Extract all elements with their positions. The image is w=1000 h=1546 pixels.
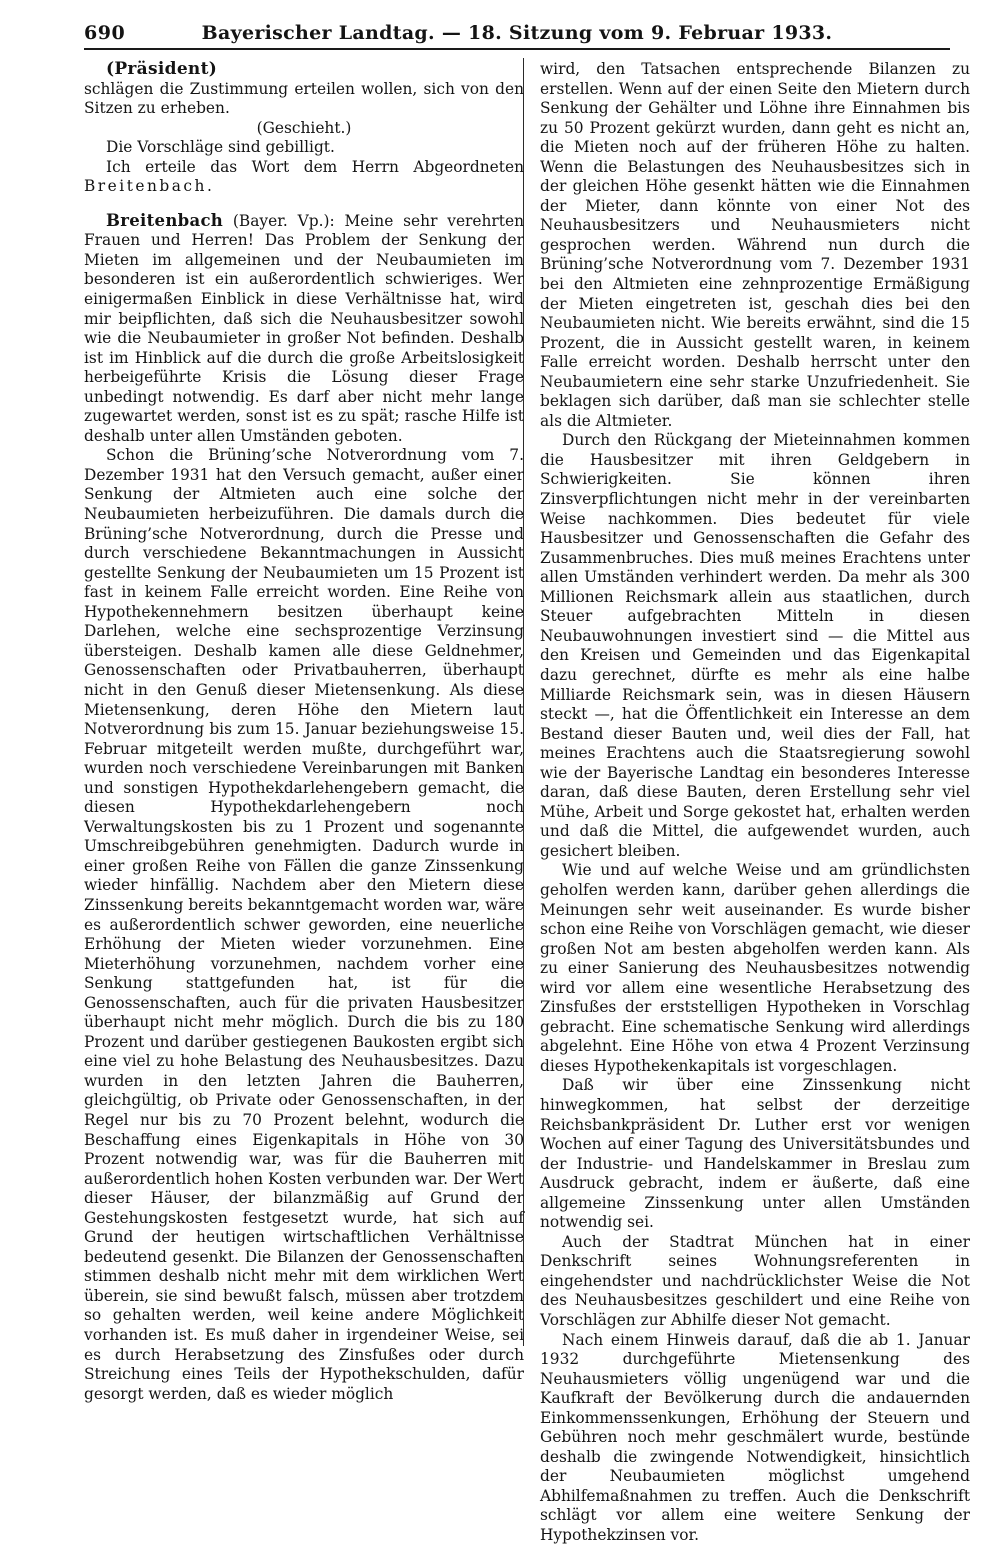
paragraph: Schon die Brüning’sche Notverordnung vom 7. Dezember 1931 hat den Versuch gemacht, außer einer Senkung der Altmieten auch eine solche der Neubaumieten herbeizuführen. Die damals durch die Brüning’sche Notverordnung, durch die Presse und durch verschiedene Bekanntmachungen in Aussicht gestellte Senkung der Neubaumieten um 15 Prozent ist fast in keinem Falle erreicht worden. Eine Reihe von Hypothekennehmern besitzen überhaupt keine Darlehen, welche eine sechsprozentige Verzinsung übersteigen. Deshalb kamen alle diese Geldnehmer, Genossenschaften oder Privatbauherren, überhaupt nicht in den Genuß dieser Mietensenkung. Als diese Mietensenkung, deren Höhe den Mietern laut Notverordnung bis zum 15. Januar beziehungsweise 15. Februar mitgeteilt werden mußte, durchgeführt war, wurden noch verschiedene Vereinbarungen mit Banken und sonstigen Hypothekdarlehengebern gemacht, die diesen Hypothekdarlehengebern noch Verwaltungskosten bis zu 1 Prozent und sogenannte Umschreibgebühren genehmigten. Dadurch wurde in einer großen Reihe von Fällen die ganze Zinssenkung wieder hinfällig. Nachdem aber den Mietern diese Zinssenkung bereits bekanntgemacht worden war, wäre es außerordentlich schwer geworden, eine neuerliche Erhöhung der Mieten wieder vorzunehmen. Eine Mieterhöhung vorzunehmen, nachdem vorher eine Senkung stattgefunden hat, ist für die Genossenschaften, auch für die privaten Hausbesitzer überhaupt nicht mehr möglich. Durch die bis zu 180 Prozent und darüber gestiegenen Baukosten ergibt sich eine viel zu hohe Belastung des Neuhausbesitzes. Dazu wurden in den letzten Jahren die Bauherren, gleichgültig, ob Private oder Genossenschaften, in der Regel nur bis zu 70 Prozent belehnt, wodurch die Beschaffung eines Eigenkapitals in Höhe von 30 Prozent notwendig war, was für die Bauherren mit außerordentlich hohen Kosten verbunden war. Der Wert dieser Häuser, der bilanzmäßig auf Grund der Gestehungskosten festgesetzt wurde, hat sich auf Grund der heutigen wirtschaftlichen Verhältnisse bedeutend gesenkt. Die Bilanzen der Genossenschaften stimmen deshalb nicht mehr mit dem wirklichen Wert überein, sie sind bewußt falsch, müssen aber trotzdem so gehalten werden, weil keine andere Möglichkeit vorhanden ist. Es muß daher in irgendeiner Weise, sei es durch Herabsetzung des Zinsfußes oder durch Streichung eines Teils der Hypothekschulden, dafür gesorgt werden, daß es wieder möglich (84, 446, 524, 1403)
page-header (84, 22, 950, 50)
speaker-reference: Breitenbach. (84, 177, 215, 196)
paragraph: schlägen die Zustimmung erteilen wollen, sich von den Sitzen zu erheben. (84, 79, 524, 118)
speech-text: Meine sehr verehrten Frauen und Herren! Das Problem der Senkung der Mieten im allgemeinen und der Neubaumieten im besonderen ist ein außerordentlich schwieriges. Wer einigermaßen Einblick in diese Verhältnisse hat, wird mir beipflichten, daß sich die Neuhausbesitzer sowohl wie die Neubaumieter in großer Not befinden. Deshalb ist im Hinblick auf die durch die große Arbeitslosigkeit herbeigeführte Krisis die Lösung dieser Frage unbedingt notwendig. Es darf aber nicht mehr lange zugewartet werden, sonst ist es zu spät; rasche Hilfe ist deshalb unter allen Umständen geboten. (84, 211, 524, 445)
speech-paragraph (84, 211, 524, 447)
paragraph: Wie und auf welche Weise und am gründlichsten geholfen werden kann, darüber gehen allerdings die Meinungen sehr weit auseinander. Es wurde bisher schon eine Reihe von Vorschlägen gemacht, wie dieser großen Not am besten abgeholfen werden kann. Als zu einer Sanierung des Neuhausbesitzes notwendig wird vor allem eine wesentliche Herabsetzung des Zinsfußes der erststelligen Hypotheken in Vorschlag gebracht. Eine schematische Senkung wird allerdings abgelehnt. Eine Höhe von etwa 4 Prozent Verzinsung dieses Hypothekenkapitals ist vorgeschlagen. (540, 861, 970, 1075)
stage-direction: (Geschieht.) (256, 118, 352, 137)
running-title: Bayerischer Landtag. — 18. Sitzung vom 9. Februar 1933. (201, 22, 833, 44)
speaker-name: Breitenbach (106, 210, 224, 230)
paragraph: Auch der Stadtrat München hat in einer Denkschrift seines Wohnungsreferenten in eingehendster und nachdrücklichster Weise die Not des Neuhausbesitzes geschildert und eine Reihe von Vorschlägen zur Abhilfe dieser Not gemacht. (540, 1232, 970, 1329)
paragraph: Die Vorschläge sind gebilligt. (106, 138, 335, 157)
right-column (540, 60, 970, 1545)
speaker-heading: (Präsident) (106, 59, 218, 79)
speaker-party: (Bayer. Vp.): (223, 211, 335, 230)
paragraph: wird, den Tatsachen entsprechende Bilanzen zu erstellen. Wenn auf der einen Seite den Mietern durch Senkung der Gehälter und Löhne ihre Einnahmen bis zu 50 Prozent gekürzt wurden, dann geht es nicht an, die Mieten noch auf der früheren Höhe zu halten. Wenn die Belastungen des Neuhausbesitzes sich in der gleichen Höhe gesenkt hätten wie die Einnahmen der Mieter, dann könnte von einer Not des Neuhausbesitzers und Neuhausmieters nicht gesprochen werden. Während nun durch die Brüning’sche Notverordnung vom 7. Dezember 1931 bei den Altmieten eine zehnprozentige Ermäßigung der Mieten eingetreten ist, geschah dies bei den Neubaumieten nicht. Wie bereits erwähnt, sind die 15 Prozent, die in Aussicht gestellt waren, in keinem Falle erreicht worden. Deshalb herrscht unter den Neubaumietern eine sehr starke Unzufriedenheit. Sie beklagen sich darüber, daß man sie schlechter stelle als die Altmieter. (540, 60, 970, 430)
paragraph-text: Ich erteile das Wort dem Herrn Abgeordneten (106, 157, 524, 176)
page-number: 690 (84, 22, 126, 44)
paragraph (84, 158, 524, 197)
left-column (84, 59, 524, 1403)
paragraph: Nach einem Hinweis darauf, daß die ab 1. Januar 1932 durchgeführte Mietensenkung des Neuhausmieters völlig ungenügend war und die Kaufkraft der Bevölkerung durch die andauernden Einkommenssenkungen, Erhöhung der Steuern und Gebühren noch mehr geschmälert wurde, bestünde deshalb die zwingende Notwendigkeit, hinsichtlich der Neubaumieten möglichst umgehend Abhilfemaßnahmen zu treffen. Auch die Denkschrift schlägt vor allem eine weitere Senkung der Hypothekzinsen vor. (540, 1330, 970, 1545)
spacer (84, 197, 524, 211)
paragraph: Daß wir über eine Zinssenkung nicht hinwegkommen, hat selbst der derzeitige Reichsbankpräsident Dr. Luther erst vor wenigen Wochen auf einer Tagung des Universitätsbundes und der Industrie- und Handelskammer in Breslau zum Ausdruck gebracht, indem er äußerte, daß eine allgemeine Zinssenkung unter allen Umständen notwendig sei. (540, 1076, 970, 1232)
paragraph: Durch den Rückgang der Mieteinnahmen kommen die Hausbesitzer mit ihren Geldgebern in Schwierigkeiten. Sie können ihren Zinsverpflichtungen nicht mehr in der vereinbarten Weise nachkommen. Dies bedeutet für viele Hausbesitzer und Genossenschaften die Gefahr des Zusammenbruches. Dies muß meines Erachtens unter allen Umständen verhindert werden. Da mehr als 300 Millionen Reichsmark allein aus staatlichen, durch Steuer aufgebrachten Mitteln in diesen Neubauwohnungen investiert sind — die Mittel aus den Kreisen und Gemeinden und das Eigenkapital dazu gerechnet, dürfte es mehr als eine halbe Milliarde Reichsmark sein, was in diesen Häusern steckt —, hat die Öffentlichkeit ein Interesse an dem Bestand dieser Bauten und, weil dies der Fall, hat meines Erachtens auch die Staatsregierung sowohl wie der Bayerische Landtag ein besonderes Interesse daran, daß diese Bauten, deren Erstellung sehr viel Mühe, Arbeit und Sorge gekostet hat, erhalten werden und daß die Mittel, die aufgewendet wurden, auch gesichert bleiben. (540, 431, 970, 860)
